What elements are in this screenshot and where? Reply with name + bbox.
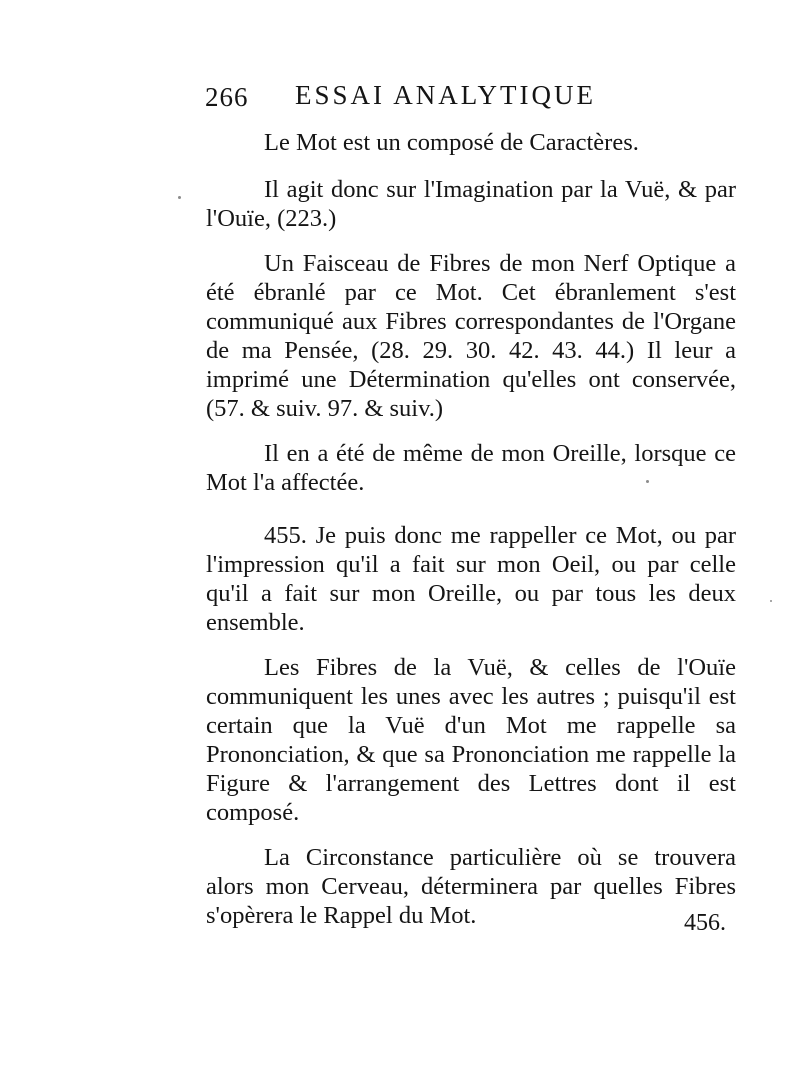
paragraph: Le Mot est un composé de Caractères.: [264, 129, 639, 156]
paragraph: Il agit donc sur l'Imagination par la Vuë, & par l'Ouïe, (223.): [206, 176, 736, 232]
scan-speck: [178, 196, 181, 199]
paragraph: Un Faisceau de Fibres de mon Nerf Optique a été ébranlé par ce Mot. Cet ébranlement s'est communiqué aux Fibres correspondantes de l'Organe de ma Pensée, (28. 29. 30. 42. 43. 44.) Il leur a imprimé une Détermination qu'elles ont conservée, (57. & suiv. 97. & suiv.): [206, 250, 736, 422]
page-number: 266: [205, 82, 249, 112]
running-title: ESSAI ANALYTIQUE: [295, 80, 597, 110]
scan-speck: [770, 600, 772, 602]
paragraph: La Circonstance particulière où se trouvera alors mon Cerveau, déterminera par quelles Fibres s'opèrera le Rappel du Mot.: [206, 844, 736, 929]
page-body: [206, 128, 736, 946]
scan-speck: [646, 480, 649, 483]
paragraph: 455. Je puis donc me rappeller ce Mot, ou par l'impression qu'il a fait sur mon Oeil, ou par celle qu'il a fait sur mon Oreille, ou par tous les deux ensemble.: [206, 522, 736, 636]
paragraph: Les Fibres de la Vuë, & celles de l'Ouïe communiquent les unes avec les autres ; puisqu'il est certain que la Vuë d'un Mot me rappelle sa Prononciation, & que sa Prononciation me rappelle la Figure & l'arrangement des Lettres dont il est composé.: [206, 654, 736, 826]
page-header: [205, 80, 645, 120]
paragraph: Il en a été de même de mon Oreille, lorsque ce Mot l'a affectée.: [206, 440, 736, 496]
catchword: 456.: [684, 910, 726, 936]
